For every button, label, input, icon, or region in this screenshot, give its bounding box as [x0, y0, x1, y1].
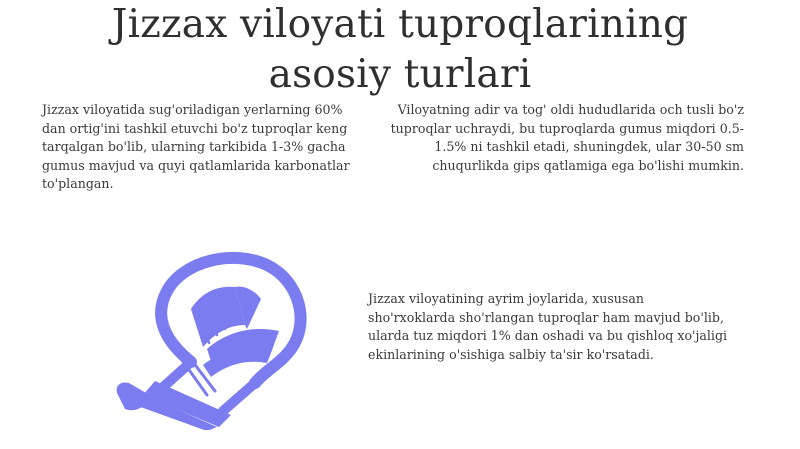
page-title: Jizzax viloyati tuproqlarining asosiy turlari [111, 2, 689, 97]
lightbulb-book-icon [95, 245, 320, 430]
paragraph-left: Jizzax viloyatida sug'oriladigan yerlarning 60% dan ortig'ini tashkil etuvchi bo'z tuproqlar keng tarqalgan bo'lib, ularning tarkibida 1-3% gacha gumus mavjud va quyi qatlamlarida karbonatlar to'plangan. [42, 102, 350, 192]
paragraph-bottom: Jizzax viloyatining ayrim joylarida, xususan sho'rxoklarda sho'rlangan tuproqlar ham mavjud bo'lib, ularda tuz miqdori 1% dan oshadi va bu qishloq xo'jaligi ekinlarining o'sishiga salbiy ta'sir ko'rsatadi. [368, 291, 728, 362]
paragraph-right: Viloyatning adir va tog' oldi hududlarida och tusli bo'z tuproqlar uchraydi, bu tuproqlarda gumus miqdori 0.5-1.5% ni tashkil etadi, shuningdek, ular 30-50 sm chuqurlikda gips qatlamiga ega bo'lishi mumkin. [390, 102, 744, 173]
